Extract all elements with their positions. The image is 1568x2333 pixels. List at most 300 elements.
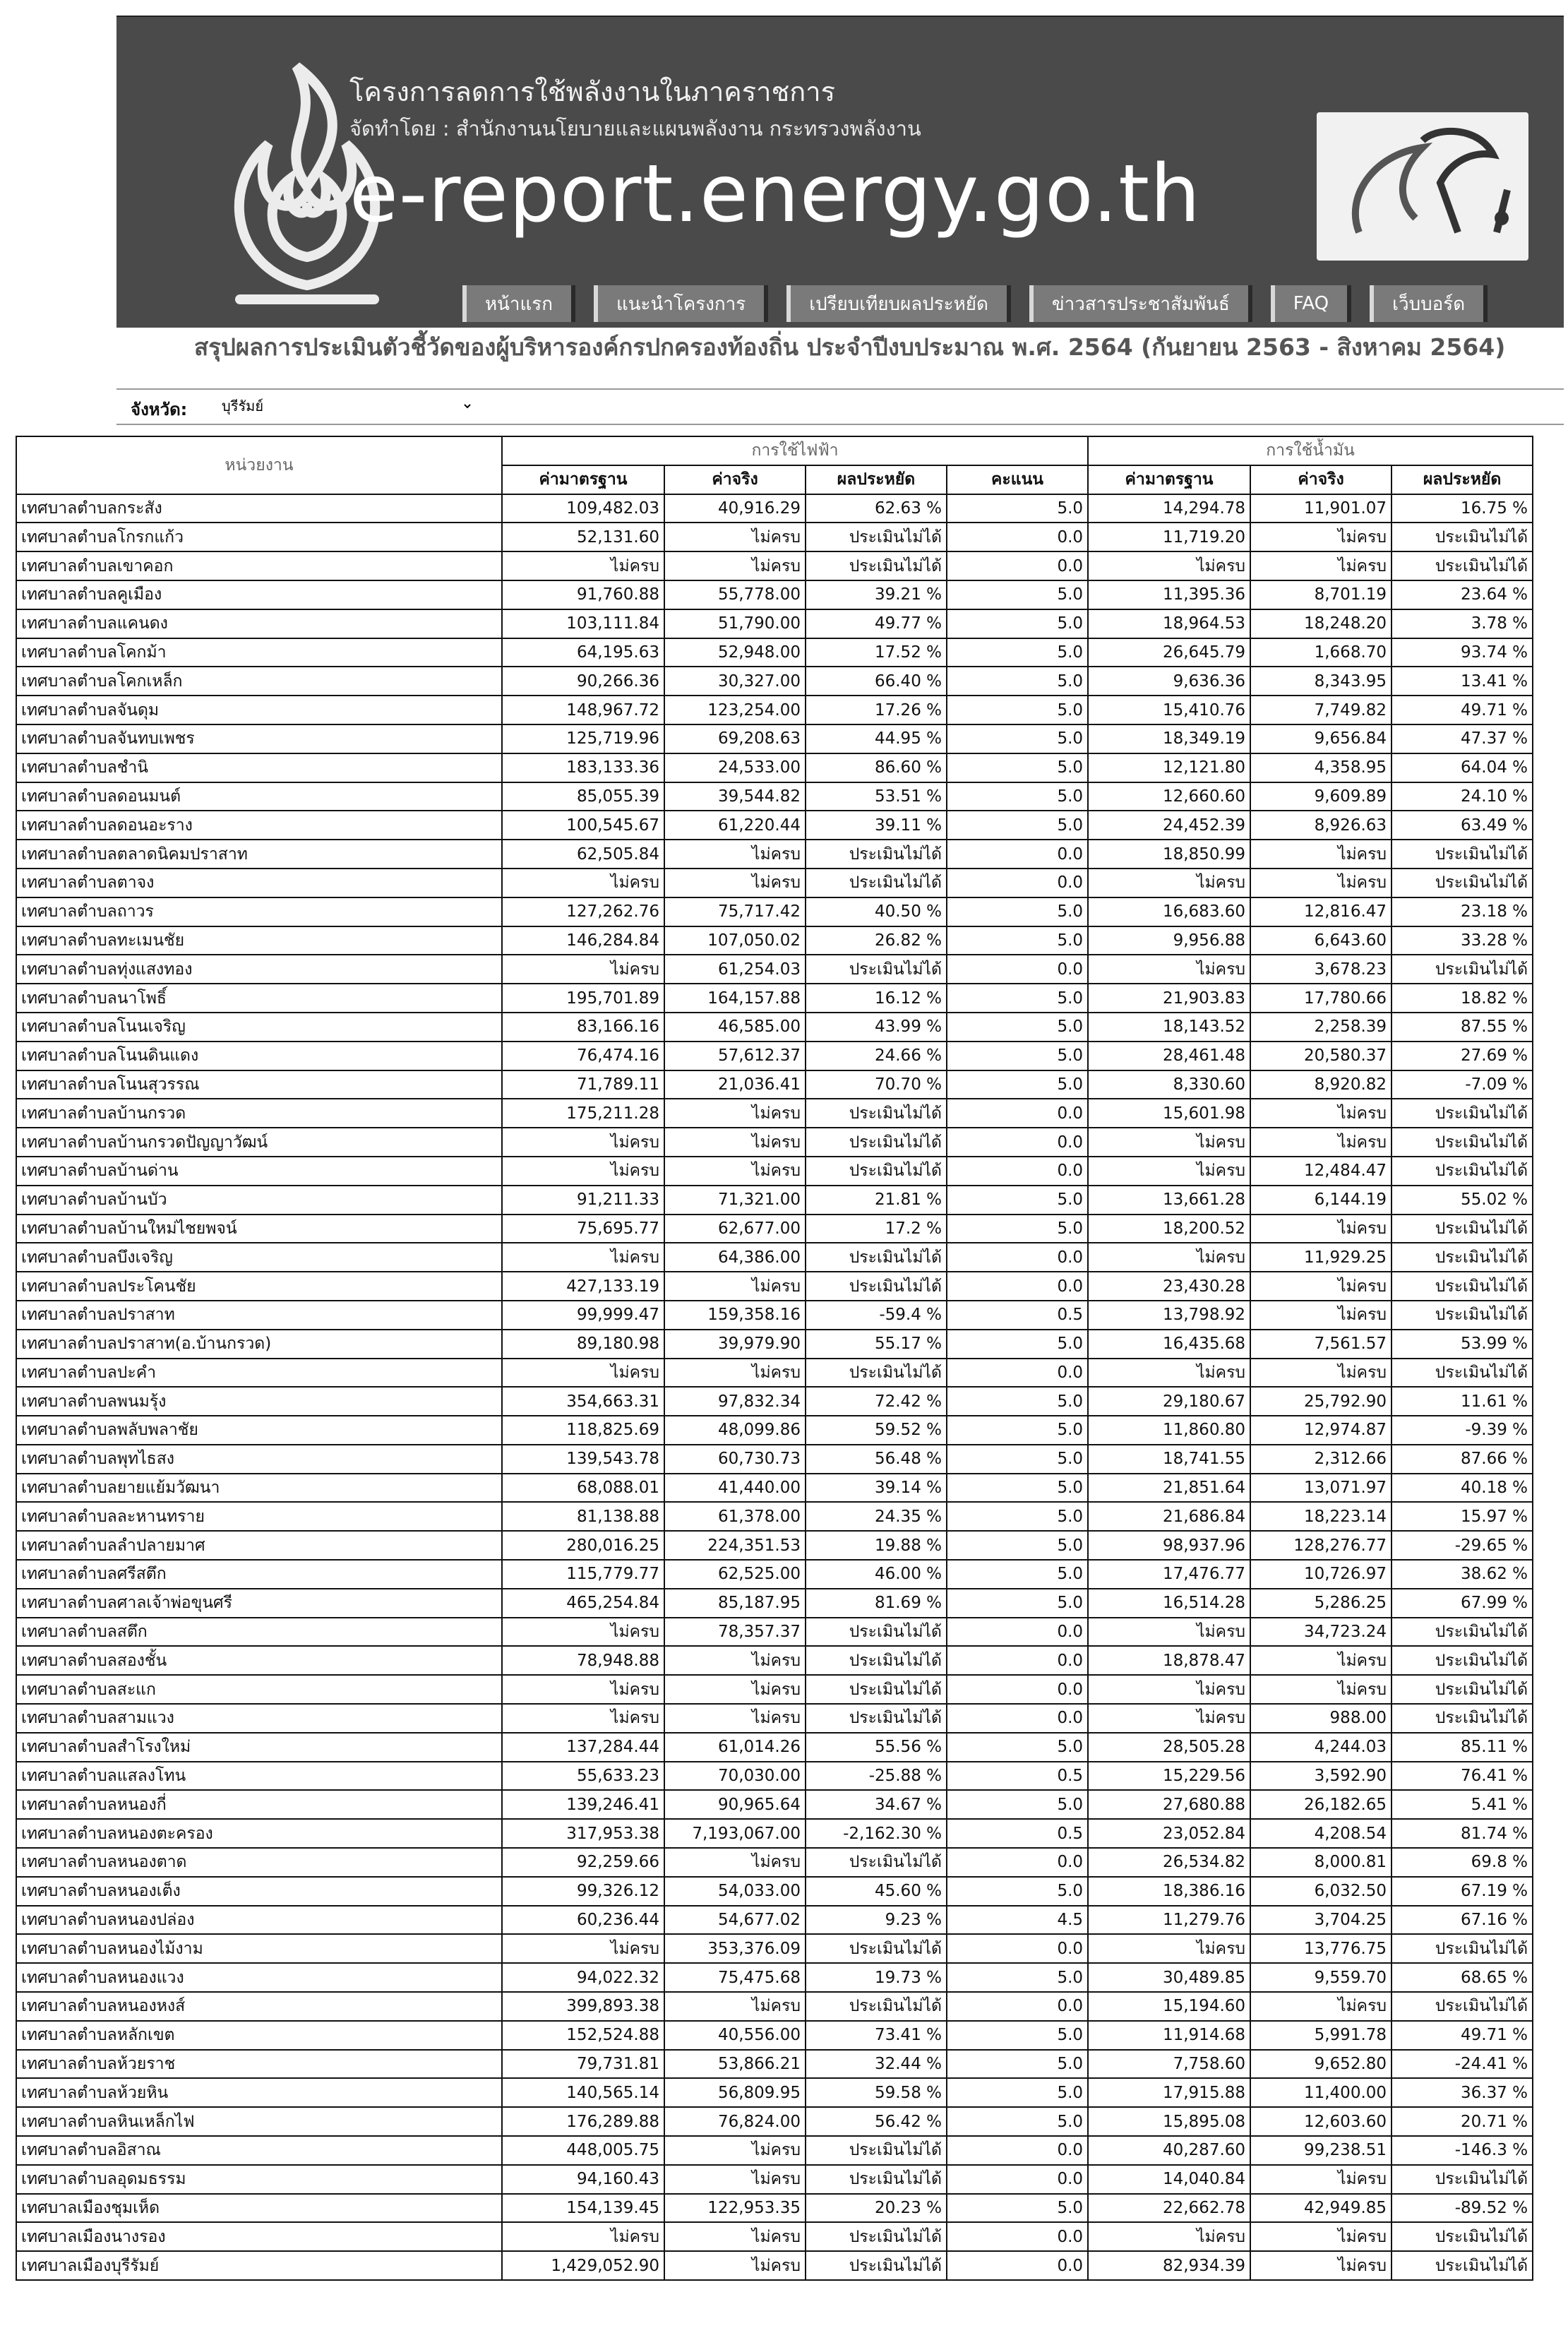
value-cell: 25,792.90 <box>1250 1387 1392 1416</box>
main-nav <box>462 285 1488 322</box>
unit-name-cell: เทศบาลตำบลโกรกแก้ว <box>16 523 502 551</box>
value-cell: 5.0 <box>947 2194 1088 2223</box>
row-edge <box>1533 1099 1554 1128</box>
value-cell: 21.81 % <box>806 1186 947 1215</box>
value-cell: 24,452.39 <box>1088 811 1250 840</box>
value-cell: 97,832.34 <box>664 1387 806 1416</box>
value-cell: 20.71 % <box>1392 2107 1533 2136</box>
value-cell: 48,099.86 <box>664 1416 806 1445</box>
row-edge <box>1533 1906 1554 1935</box>
value-cell: 7,758.60 <box>1088 2050 1250 2079</box>
col-header: ผลประหยัด <box>806 465 947 494</box>
value-cell: ไม่ครบ <box>502 1704 664 1733</box>
value-cell: 140,565.14 <box>502 2078 664 2107</box>
value-cell: 13,661.28 <box>1088 1186 1250 1215</box>
value-cell: 5.0 <box>947 1070 1088 1099</box>
value-cell: 21,686.84 <box>1088 1502 1250 1531</box>
value-cell: 0.0 <box>947 1848 1088 1877</box>
table-row <box>16 782 1554 811</box>
value-cell: ประเมินไม่ได้ <box>806 1646 947 1675</box>
row-edge <box>1533 1301 1554 1330</box>
value-cell: 62.63 % <box>806 494 947 523</box>
row-edge <box>1533 955 1554 984</box>
value-cell: 11,914.68 <box>1088 2021 1250 2050</box>
value-cell: 5.0 <box>947 1186 1088 1215</box>
value-cell: 12,121.80 <box>1088 753 1250 782</box>
value-cell: 0.5 <box>947 1819 1088 1848</box>
value-cell: ไม่ครบ <box>664 1704 806 1733</box>
value-cell: 23,052.84 <box>1088 1819 1250 1848</box>
value-cell: 15,601.98 <box>1088 1099 1250 1128</box>
table-row <box>16 667 1554 696</box>
value-cell: 17,780.66 <box>1250 984 1392 1013</box>
value-cell: 56.48 % <box>806 1445 947 1474</box>
value-cell: ไม่ครบ <box>502 2222 664 2251</box>
unit-name-cell: เทศบาลตำบลบ้านด่าน <box>16 1157 502 1186</box>
value-cell: ประเมินไม่ได้ <box>1392 840 1533 869</box>
value-cell: -25.88 % <box>806 1762 947 1791</box>
row-edge <box>1533 1445 1554 1474</box>
value-cell: 146,284.84 <box>502 926 664 955</box>
table-row <box>16 1934 1554 1963</box>
value-cell: ไม่ครบ <box>664 840 806 869</box>
value-cell: 8,926.63 <box>1250 811 1392 840</box>
value-cell: ประเมินไม่ได้ <box>1392 955 1533 984</box>
table-row <box>16 1243 1554 1272</box>
value-cell: 64,386.00 <box>664 1243 806 1272</box>
value-cell: ประเมินไม่ได้ <box>1392 523 1533 551</box>
value-cell: 317,953.38 <box>502 1819 664 1848</box>
value-cell: 1,668.70 <box>1250 638 1392 667</box>
value-cell: 87.66 % <box>1392 1445 1533 1474</box>
unit-name-cell: เทศบาลตำบลบ้านกรวด <box>16 1099 502 1128</box>
value-cell: 16,514.28 <box>1088 1589 1250 1618</box>
value-cell: 24.10 % <box>1392 782 1533 811</box>
value-cell: 81.69 % <box>806 1589 947 1618</box>
value-cell: ประเมินไม่ได้ <box>806 1128 947 1157</box>
table-row <box>16 1589 1554 1618</box>
value-cell: ไม่ครบ <box>502 1128 664 1157</box>
value-cell: 28,461.48 <box>1088 1042 1250 1070</box>
nav-compare[interactable]: เปรียบเทียบผลประหยัด <box>786 285 1011 322</box>
value-cell: 34,723.24 <box>1250 1618 1392 1647</box>
value-cell: 3,592.90 <box>1250 1762 1392 1791</box>
value-cell: ไม่ครบ <box>1250 2165 1392 2194</box>
unit-name-cell: เทศบาลตำบลสตึก <box>16 1618 502 1647</box>
col-header: คะแนน <box>947 465 1088 494</box>
value-cell: 78,948.88 <box>502 1646 664 1675</box>
unit-name-cell: เทศบาลตำบลลำปลายมาศ <box>16 1531 502 1560</box>
value-cell: 16.75 % <box>1392 494 1533 523</box>
value-cell: 99,326.12 <box>502 1877 664 1906</box>
row-edge <box>1533 1013 1554 1042</box>
province-select[interactable] <box>219 394 473 418</box>
value-cell: 164,157.88 <box>664 984 806 1013</box>
value-cell: ประเมินไม่ได้ <box>806 840 947 869</box>
value-cell: 353,376.09 <box>664 1934 806 1963</box>
value-cell: 45.60 % <box>806 1877 947 1906</box>
value-cell: 9,609.89 <box>1250 782 1392 811</box>
value-cell: 21,851.64 <box>1088 1474 1250 1503</box>
row-edge <box>1533 897 1554 926</box>
row-edge <box>1533 2136 1554 2165</box>
value-cell: 11,719.20 <box>1088 523 1250 551</box>
table-row <box>16 1070 1554 1099</box>
value-cell: 76,474.16 <box>502 1042 664 1070</box>
value-cell: 61,220.44 <box>664 811 806 840</box>
value-cell: 14,040.84 <box>1088 2165 1250 2194</box>
table-row <box>16 2021 1554 2050</box>
row-edge <box>1533 1215 1554 1243</box>
value-cell: 159,358.16 <box>664 1301 806 1330</box>
row-edge <box>1533 1387 1554 1416</box>
value-cell: ประเมินไม่ได้ <box>806 1359 947 1388</box>
value-cell: 9,652.80 <box>1250 2050 1392 2079</box>
row-edge <box>1533 2078 1554 2107</box>
value-cell: 91,211.33 <box>502 1186 664 1215</box>
value-cell: 76,824.00 <box>664 2107 806 2136</box>
value-cell: 0.0 <box>947 840 1088 869</box>
unit-name-cell: เทศบาลตำบลพุทไธสง <box>16 1445 502 1474</box>
row-edge <box>1533 1070 1554 1099</box>
value-cell: 71,321.00 <box>664 1186 806 1215</box>
unit-name-cell: เทศบาลตำบลสามแวง <box>16 1704 502 1733</box>
value-cell: 4,244.03 <box>1250 1733 1392 1762</box>
value-cell: 52,131.60 <box>502 523 664 551</box>
value-cell: ประเมินไม่ได้ <box>1392 1675 1533 1704</box>
value-cell: 70,030.00 <box>664 1762 806 1791</box>
value-cell: ประเมินไม่ได้ <box>806 2136 947 2165</box>
value-cell: 399,893.38 <box>502 1992 664 2021</box>
value-cell: 5.0 <box>947 2078 1088 2107</box>
value-cell: ประเมินไม่ได้ <box>806 551 947 580</box>
unit-name-cell: เทศบาลตำบลหนองกี่ <box>16 1790 502 1819</box>
row-edge <box>1533 926 1554 955</box>
value-cell: 14,294.78 <box>1088 494 1250 523</box>
value-cell: 8,000.81 <box>1250 1848 1392 1877</box>
value-cell: 0.0 <box>947 551 1088 580</box>
table-row <box>16 1560 1554 1589</box>
value-cell: 5.0 <box>947 782 1088 811</box>
value-cell: ไม่ครบ <box>664 1848 806 1877</box>
value-cell: 54,033.00 <box>664 1877 806 1906</box>
value-cell: ไม่ครบ <box>502 1618 664 1647</box>
value-cell: 15,194.60 <box>1088 1992 1250 2021</box>
table-row <box>16 1330 1554 1359</box>
value-cell: ไม่ครบ <box>1088 1243 1250 1272</box>
value-cell: 5.0 <box>947 1877 1088 1906</box>
value-cell: ไม่ครบ <box>664 1646 806 1675</box>
value-cell: -2,162.30 % <box>806 1819 947 1848</box>
row-edge <box>1533 2021 1554 2050</box>
value-cell: 17.26 % <box>806 696 947 724</box>
value-cell: 5,991.78 <box>1250 2021 1392 2050</box>
unit-name-cell: เทศบาลตำบลยายแย้มวัฒนา <box>16 1474 502 1503</box>
value-cell: 100,545.67 <box>502 811 664 840</box>
row-edge <box>1533 1934 1554 1963</box>
value-cell: 40,287.60 <box>1088 2136 1250 2165</box>
unit-name-cell: เทศบาลตำบลหนองแวง <box>16 1963 502 1992</box>
value-cell: 17.52 % <box>806 638 947 667</box>
unit-name-cell: เทศบาลเมืองชุมเห็ด <box>16 2194 502 2223</box>
table-row <box>16 1762 1554 1791</box>
unit-name-cell: เทศบาลตำบลถาวร <box>16 897 502 926</box>
unit-name-cell: เทศบาลตำบลบึงเจริญ <box>16 1243 502 1272</box>
unit-name-cell: เทศบาลตำบลหนองตะครอง <box>16 1819 502 1848</box>
value-cell: 26,182.65 <box>1250 1790 1392 1819</box>
value-cell: 11,279.76 <box>1088 1906 1250 1935</box>
value-cell: 42,949.85 <box>1250 2194 1392 2223</box>
value-cell: 125,719.96 <box>502 724 664 753</box>
value-cell: 38.62 % <box>1392 1560 1533 1589</box>
value-cell: 40,916.29 <box>664 494 806 523</box>
value-cell: 99,999.47 <box>502 1301 664 1330</box>
value-cell: 11,929.25 <box>1250 1243 1392 1272</box>
value-cell: 21,036.41 <box>664 1070 806 1099</box>
row-edge <box>1533 753 1554 782</box>
unit-name-cell: เทศบาลตำบลทุ่งแสงทอง <box>16 955 502 984</box>
value-cell: 0.0 <box>947 523 1088 551</box>
value-cell: ไม่ครบ <box>1088 1675 1250 1704</box>
value-cell: ไม่ครบ <box>1088 1128 1250 1157</box>
value-cell: ไม่ครบ <box>1250 1215 1392 1243</box>
value-cell: 99,238.51 <box>1250 2136 1392 2165</box>
value-cell: 12,660.60 <box>1088 782 1250 811</box>
value-cell: 122,953.35 <box>664 2194 806 2223</box>
value-cell: 1,429,052.90 <box>502 2251 664 2280</box>
row-edge <box>1533 1157 1554 1186</box>
table-row <box>16 1474 1554 1503</box>
row-edge <box>1533 1330 1554 1359</box>
unit-name-cell: เทศบาลตำบลจันดุม <box>16 696 502 724</box>
value-cell: 5.0 <box>947 897 1088 926</box>
value-cell: 61,254.03 <box>664 955 806 984</box>
row-edge <box>1533 1877 1554 1906</box>
nav-faq[interactable]: FAQ <box>1271 285 1351 322</box>
unit-name-cell: เทศบาลตำบลปราสาท(อ.บ้านกรวด) <box>16 1330 502 1359</box>
row-edge <box>1533 1589 1554 1618</box>
nav-news[interactable]: ข่าวสารประชาสัมพันธ์ <box>1029 285 1252 322</box>
value-cell: 0.0 <box>947 1272 1088 1301</box>
value-cell: 0.0 <box>947 2136 1088 2165</box>
value-cell: -59.4 % <box>806 1301 947 1330</box>
value-cell: 0.0 <box>947 1618 1088 1647</box>
unit-name-cell: เทศบาลตำบลแคนดง <box>16 609 502 638</box>
row-edge <box>1533 1704 1554 1733</box>
eppo-emblem <box>1317 112 1528 261</box>
row-edge <box>1533 696 1554 724</box>
table-row <box>16 1128 1554 1157</box>
value-cell: ไม่ครบ <box>1088 955 1250 984</box>
value-cell: 354,663.31 <box>502 1387 664 1416</box>
value-cell: 85,055.39 <box>502 782 664 811</box>
value-cell: 29,180.67 <box>1088 1387 1250 1416</box>
unit-name-cell: เทศบาลตำบลบ้านกรวดปัญญาวัฒน์ <box>16 1128 502 1157</box>
value-cell: ไม่ครบ <box>1250 1272 1392 1301</box>
value-cell: 94,022.32 <box>502 1963 664 1992</box>
value-cell: 18,850.99 <box>1088 840 1250 869</box>
table-row <box>16 1646 1554 1675</box>
value-cell: 18.82 % <box>1392 984 1533 1013</box>
value-cell: ประเมินไม่ได้ <box>1392 1618 1533 1647</box>
value-cell: 4.5 <box>947 1906 1088 1935</box>
value-cell: 6,144.19 <box>1250 1186 1392 1215</box>
value-cell: ไม่ครบ <box>1088 1157 1250 1186</box>
table-row <box>16 2107 1554 2136</box>
col-header: ค่ามาตรฐาน <box>1088 465 1250 494</box>
unit-name-cell: เทศบาลตำบลละหานทราย <box>16 1502 502 1531</box>
value-cell: 59.52 % <box>806 1416 947 1445</box>
value-cell: 0.0 <box>947 869 1088 897</box>
value-cell: 85.11 % <box>1392 1733 1533 1762</box>
value-cell: ไม่ครบ <box>502 955 664 984</box>
value-cell: 5,286.25 <box>1250 1589 1392 1618</box>
table-row <box>16 1531 1554 1560</box>
value-cell: 5.0 <box>947 1387 1088 1416</box>
value-cell: ประเมินไม่ได้ <box>1392 1128 1533 1157</box>
table-row <box>16 1042 1554 1070</box>
value-cell: 24.35 % <box>806 1502 947 1531</box>
value-cell: ไม่ครบ <box>664 869 806 897</box>
value-cell: 154,139.45 <box>502 2194 664 2223</box>
value-cell: -7.09 % <box>1392 1070 1533 1099</box>
value-cell: ประเมินไม่ได้ <box>1392 869 1533 897</box>
value-cell: 39.21 % <box>806 580 947 609</box>
value-cell: ไม่ครบ <box>1250 523 1392 551</box>
row-edge <box>1533 551 1554 580</box>
value-cell: 44.95 % <box>806 724 947 753</box>
unit-name-cell: เทศบาลตำบลสะแก <box>16 1675 502 1704</box>
value-cell: 988.00 <box>1250 1704 1392 1733</box>
table-row <box>16 2251 1554 2280</box>
row-edge <box>1533 1042 1554 1070</box>
table-row <box>16 1099 1554 1128</box>
value-cell: ไม่ครบ <box>664 1675 806 1704</box>
value-cell: ประเมินไม่ได้ <box>1392 1243 1533 1272</box>
value-cell: 4,358.95 <box>1250 753 1392 782</box>
unit-name-cell: เทศบาลตำบลพนมรุ้ง <box>16 1387 502 1416</box>
value-cell: ประเมินไม่ได้ <box>1392 1704 1533 1733</box>
nav-home[interactable]: หน้าแรก <box>462 285 575 322</box>
unit-name-cell: เทศบาลตำบลทะเมนชัย <box>16 926 502 955</box>
value-cell: ไม่ครบ <box>664 523 806 551</box>
value-cell: ไม่ครบ <box>1088 2222 1250 2251</box>
value-cell: ไม่ครบ <box>1088 1359 1250 1388</box>
value-cell: 12,603.60 <box>1250 2107 1392 2136</box>
value-cell: 61,378.00 <box>664 1502 806 1531</box>
value-cell: 3,704.25 <box>1250 1906 1392 1935</box>
value-cell: 3,678.23 <box>1250 955 1392 984</box>
value-cell: ประเมินไม่ได้ <box>1392 1992 1533 2021</box>
value-cell: ประเมินไม่ได้ <box>1392 1099 1533 1128</box>
unit-name-cell: เทศบาลตำบลปะคำ <box>16 1359 502 1388</box>
value-cell: 86.60 % <box>806 753 947 782</box>
row-edge <box>1533 2194 1554 2223</box>
value-cell: ไม่ครบ <box>1250 1675 1392 1704</box>
value-cell: 427,133.19 <box>502 1272 664 1301</box>
site-banner <box>116 16 1564 328</box>
value-cell: 13,798.92 <box>1088 1301 1250 1330</box>
value-cell: 15,410.76 <box>1088 696 1250 724</box>
value-cell: 0.0 <box>947 2165 1088 2194</box>
value-cell: 69,208.63 <box>664 724 806 753</box>
value-cell: 0.0 <box>947 1992 1088 2021</box>
value-cell: 5.0 <box>947 811 1088 840</box>
value-cell: 18,741.55 <box>1088 1445 1250 1474</box>
value-cell: ไม่ครบ <box>1088 1618 1250 1647</box>
value-cell: 51,790.00 <box>664 609 806 638</box>
value-cell: ไม่ครบ <box>1088 1934 1250 1963</box>
value-cell: 56,809.95 <box>664 2078 806 2107</box>
value-cell: 90,266.36 <box>502 667 664 696</box>
value-cell: 83,166.16 <box>502 1013 664 1042</box>
value-cell: ไม่ครบ <box>1250 551 1392 580</box>
table-edge <box>1533 436 1554 494</box>
value-cell: -24.41 % <box>1392 2050 1533 2079</box>
value-cell: 5.0 <box>947 638 1088 667</box>
value-cell: 67.19 % <box>1392 1877 1533 1906</box>
value-cell: ไม่ครบ <box>502 1157 664 1186</box>
value-cell: 5.0 <box>947 2021 1088 2050</box>
value-cell: 0.0 <box>947 1934 1088 1963</box>
value-cell: 60,730.73 <box>664 1445 806 1474</box>
row-edge <box>1533 1502 1554 1531</box>
row-edge <box>1533 1819 1554 1848</box>
value-cell: 90,965.64 <box>664 1790 806 1819</box>
value-cell: 91,760.88 <box>502 580 664 609</box>
value-cell: 5.0 <box>947 1013 1088 1042</box>
value-cell: 30,327.00 <box>664 667 806 696</box>
table-row <box>16 523 1554 551</box>
table-row <box>16 1215 1554 1243</box>
unit-name-cell: เทศบาลตำบลโนนสุวรรณ <box>16 1070 502 1099</box>
unit-name-cell: เทศบาลตำบลโคกม้า <box>16 638 502 667</box>
nav-webboard[interactable]: เว็บบอร์ด <box>1370 285 1488 322</box>
col-header: ค่าจริง <box>664 465 806 494</box>
value-cell: 78,357.37 <box>664 1618 806 1647</box>
value-cell: 27,680.88 <box>1088 1790 1250 1819</box>
value-cell: 79,731.81 <box>502 2050 664 2079</box>
value-cell: 16.12 % <box>806 984 947 1013</box>
table-row <box>16 1157 1554 1186</box>
value-cell: 39,544.82 <box>664 782 806 811</box>
unit-name-cell: เทศบาลตำบลหนองตาด <box>16 1848 502 1877</box>
value-cell: 17,476.77 <box>1088 1560 1250 1589</box>
value-cell: 19.88 % <box>806 1531 947 1560</box>
value-cell: 8,701.19 <box>1250 580 1392 609</box>
value-cell: 5.0 <box>947 1502 1088 1531</box>
value-cell: ประเมินไม่ได้ <box>1392 1215 1533 1243</box>
value-cell: 9.23 % <box>806 1906 947 1935</box>
value-cell: -29.65 % <box>1392 1531 1533 1560</box>
value-cell: 5.0 <box>947 1531 1088 1560</box>
value-cell: ไม่ครบ <box>1250 1301 1392 1330</box>
row-edge <box>1533 782 1554 811</box>
value-cell: 92,259.66 <box>502 1848 664 1877</box>
value-cell: 0.0 <box>947 1359 1088 1388</box>
value-cell: 11.61 % <box>1392 1387 1533 1416</box>
value-cell: ประเมินไม่ได้ <box>806 869 947 897</box>
row-edge <box>1533 1416 1554 1445</box>
value-cell: ประเมินไม่ได้ <box>1392 1934 1533 1963</box>
col-header: ค่าจริง <box>1250 465 1392 494</box>
value-cell: 24.66 % <box>806 1042 947 1070</box>
value-cell: ประเมินไม่ได้ <box>1392 2222 1533 2251</box>
value-cell: ไม่ครบ <box>664 1157 806 1186</box>
value-cell: 5.0 <box>947 1589 1088 1618</box>
value-cell: 123,254.00 <box>664 696 806 724</box>
nav-about[interactable]: แนะนำโครงการ <box>594 285 768 322</box>
